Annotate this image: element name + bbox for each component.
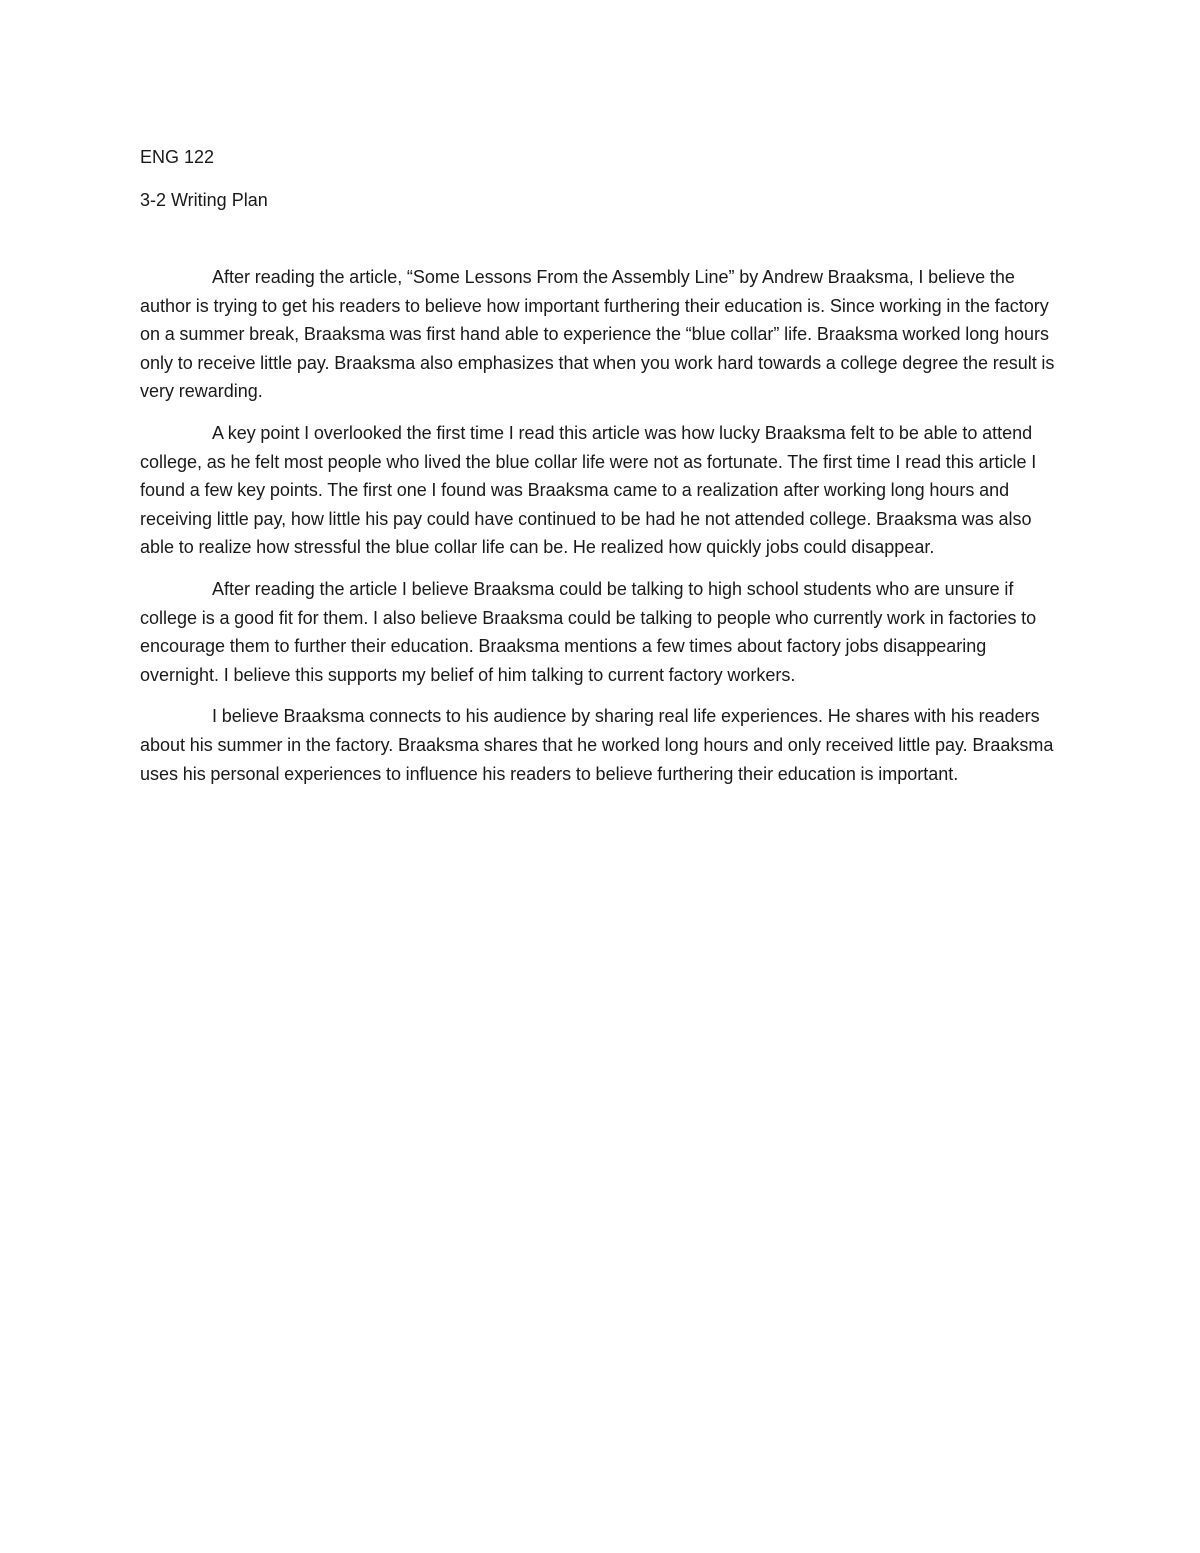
course-code: ENG 122 bbox=[140, 147, 215, 167]
document-content bbox=[140, 144, 1060, 801]
assignment-title: 3-2 Writing Plan bbox=[140, 190, 268, 210]
paragraph-3: After reading the article I believe Braaksma could be talking to high school students who are unsure if college is a good fit for them. I also believe Braaksma could be talking to people who currently work in factories to encourage them to further their education. Braaksma mentions a few times about factory jobs disappearing overnight. I believe this supports my belief of him talking to current factory workers. bbox=[140, 578, 1037, 685]
paragraph-4: I believe Braaksma connects to his audience by sharing real life experiences. He shares with his readers about his summer in the factory. Braaksma shares that he worked long hours and only received little pay. Braaksma uses his personal experiences to influence his readers to believe furthering their education is important. bbox=[140, 706, 1054, 784]
paragraph-1: After reading the article, “Some Lessons From the Assembly Line” by Andrew Braaksma, I believe the author is trying to get his readers to believe how important furthering their education is. Since working in the factory on a summer break, Braaksma was first hand able to experience the “blue collar” life. Braaksma worked long hours only to receive little pay. Braaksma also emphasizes that when you work hard towards a college degree the result is very rewarding. bbox=[140, 267, 1055, 402]
paragraph-2: A key point I overlooked the first time I read this article was how lucky Braaksma felt to be able to attend college, as he felt most people who lived the blue collar life were not as fortunate. The first time I read this article I found a few key points. The first one I found was Braaksma came to a realization after working long hours and receiving little pay, how little his pay could have continued to be had he not attended college. Braaksma was also able to realize how stressful the blue collar life can be. He realized how quickly jobs could disappear. bbox=[140, 422, 1037, 558]
document-body bbox=[140, 263, 1060, 788]
